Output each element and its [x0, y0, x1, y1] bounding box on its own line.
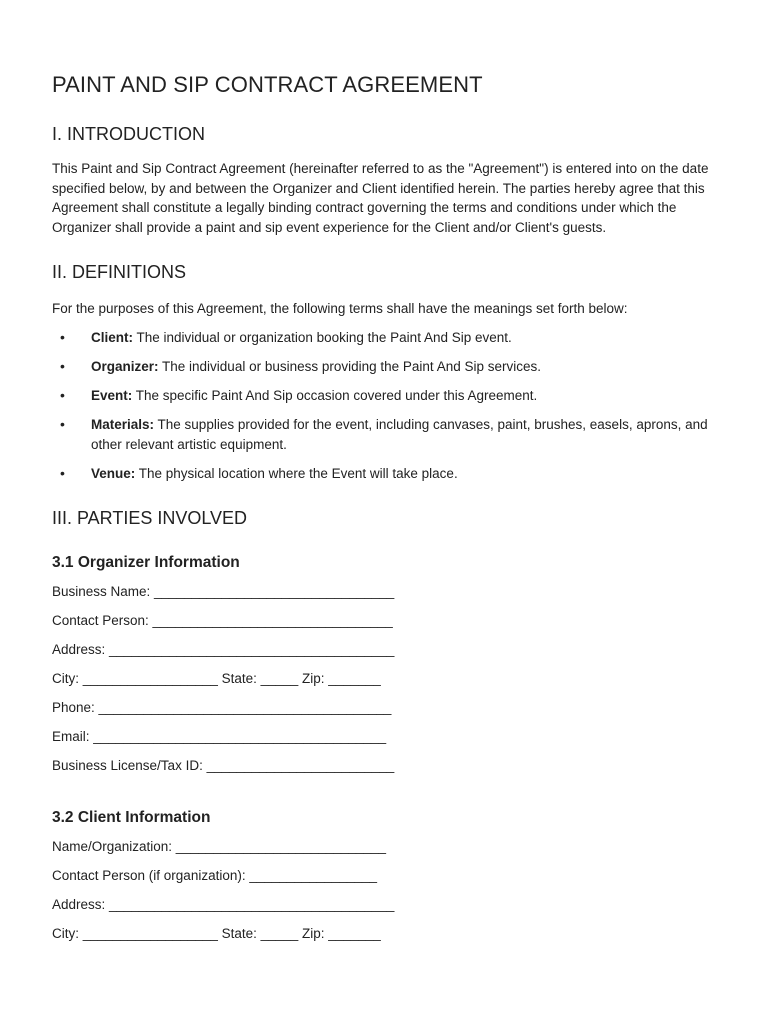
client-fields	[52, 837, 722, 953]
definition-text: The individual or business providing the Paint And Sip services.	[158, 359, 541, 375]
definitions-list	[52, 328, 722, 484]
client-info-heading: 3.2 Client Information	[52, 808, 211, 826]
organizer-contact-person-field[interactable]: Contact Person: ________________________________	[52, 612, 393, 628]
organizer-phone-field[interactable]: Phone: _______________________________________	[52, 699, 392, 715]
organizer-license-field[interactable]: Business License/Tax ID: _________________________	[52, 757, 395, 773]
organizer-info-heading: 3.1 Organizer Information	[52, 553, 240, 571]
definition-text: The specific Paint And Sip occasion covered under this Agreement.	[132, 388, 538, 404]
definition-item-venue	[52, 464, 722, 484]
definition-text: The supplies provided for the event, including canvases, paint, brushes, easels, aprons, and other relevant artistic equipment.	[91, 417, 708, 452]
definition-term: Client:	[91, 329, 133, 345]
definition-text: The physical location where the Event will take place.	[135, 465, 458, 481]
definition-term: Organizer:	[91, 359, 159, 375]
organizer-business-name-field[interactable]: Business Name: ________________________________	[52, 583, 395, 599]
bullet-icon: •	[60, 387, 65, 404]
organizer-address-field[interactable]: Address: ______________________________________	[52, 641, 395, 657]
client-contact-person-field[interactable]: Contact Person (if organization): _________________	[52, 867, 377, 883]
definition-item-event	[52, 386, 722, 406]
organizer-fields	[52, 582, 722, 785]
bullet-icon: •	[60, 416, 65, 433]
definition-item-client	[52, 328, 722, 348]
definitions-heading: II. DEFINITIONS	[52, 262, 187, 283]
definition-term: Event:	[91, 388, 133, 404]
definition-term: Venue:	[91, 465, 136, 481]
bullet-icon: •	[60, 358, 65, 375]
contract-page	[52, 68, 722, 953]
bullet-icon: •	[60, 464, 65, 481]
definitions-intro: For the purposes of this Agreement, the following terms shall have the meanings set forth below:	[52, 301, 628, 317]
definition-term: Materials:	[91, 417, 155, 433]
introduction-heading: I. INTRODUCTION	[52, 124, 205, 144]
client-name-field[interactable]: Name/Organization: ____________________________	[52, 838, 387, 854]
introduction-paragraph: This Paint and Sip Contract Agreement (hereinafter referred to as the "Agreement") is entered into on the date specified below, by and between the Organizer and Client identified herein. The parties hereby agree that this Agreement shall constitute a legally binding contract governing the terms and conditions under which the Organizer shall provide a paint and sip event experience for the Client and/or Client's guests.	[52, 161, 709, 235]
definition-item-materials	[52, 415, 722, 454]
bullet-icon: •	[60, 328, 65, 345]
organizer-city-state-zip-field[interactable]: City: __________________ State: _____ Zip: _______	[52, 670, 381, 686]
organizer-email-field[interactable]: Email: _______________________________________	[52, 728, 387, 744]
client-address-field[interactable]: Address: ______________________________________	[52, 896, 395, 912]
parties-heading: III. PARTIES INVOLVED	[52, 507, 248, 528]
client-city-state-zip-field[interactable]: City: __________________ State: _____ Zip: _______	[52, 925, 381, 941]
definition-text: The individual or organization booking the Paint And Sip event.	[133, 329, 512, 345]
definition-item-organizer	[52, 357, 722, 377]
document-title: PAINT AND SIP CONTRACT AGREEMENT	[52, 72, 483, 97]
